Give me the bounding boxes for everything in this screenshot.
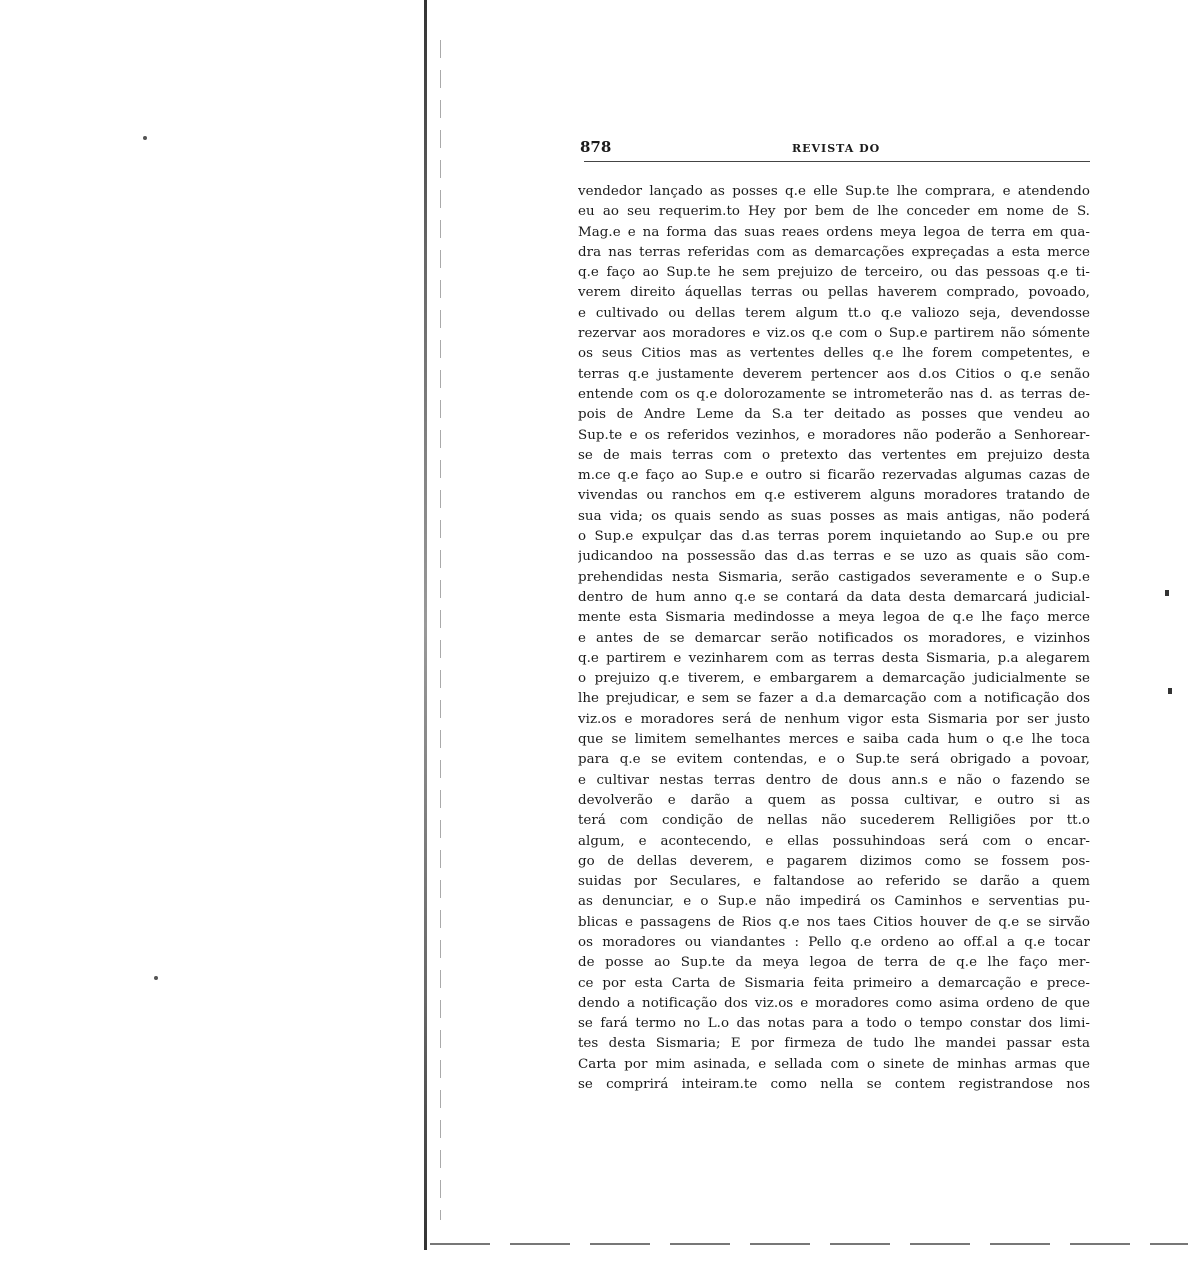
paper-speck [1168, 688, 1172, 694]
text-line: de posse ao Sup.te da meya legoa de terra de q.e lhe faço mer- [578, 955, 1090, 971]
text-line: terras q.e justamente deverem pertencer aos d.os Citios o q.e senão [578, 366, 1090, 382]
text-line: e cultivar nestas terras dentro de dous ann.s e não o fazendo se [578, 772, 1090, 788]
text-line: verem direito áquellas terras ou pellas haverem comprado, povoado, [578, 285, 1090, 301]
text-line: se fará termo no L.o das notas para a todo o tempo constar dos limi- [578, 1016, 1090, 1032]
text-line: os moradores ou viandantes : Pello q.e ordeno ao off.al a q.e tocar [578, 934, 1090, 950]
text-line: para q.e se evitem contendas, e o Sup.te será obrigado a povoar, [578, 752, 1090, 768]
binding-fold [440, 40, 441, 1220]
page-number: 878 [580, 138, 612, 156]
text-line: q.e faço ao Sup.te he sem prejuizo de terceiro, ou das pessoas q.e ti- [578, 265, 1090, 281]
paper-speck [154, 976, 158, 980]
binding-shadow [424, 0, 427, 1250]
text-line: e cultivado ou dellas terem algum tt.o q.e valiozo seja, devendosse [578, 305, 1090, 321]
text-line: Mag.e e na forma das suas reaes ordens meya legoa de terra em qua- [578, 224, 1090, 240]
page-bottom-edge [430, 1243, 1188, 1245]
text-line: lhe prejudicar, e sem se fazer a d.a demarcação com a notificação dos [578, 691, 1090, 707]
header-rule [584, 161, 1090, 162]
text-line: mente esta Sismaria medindosse a meya legoa de q.e lhe faço merce [578, 610, 1090, 626]
text-line: eu ao seu requerim.to Hey por bem de lhe conceder em nome de S. [578, 204, 1090, 220]
text-line: que se limitem semelhantes merces e saiba cada hum o q.e lhe toca [578, 732, 1090, 748]
text-line: sua vida; os quais sendo as suas posses as mais antigas, não poderá [578, 508, 1090, 524]
text-line: os seus Citios mas as vertentes delles q.e lhe forem competentes, e [578, 346, 1090, 362]
text-line: suidas por Seculares, e faltandose ao referido se darão a quem [578, 874, 1090, 890]
text-line: vivendas ou ranchos em q.e estiverem alguns moradores tratando de [578, 488, 1090, 504]
text-line: as denunciar, e o Sup.e não impedirá os Caminhos e serventias pu- [578, 894, 1090, 910]
book-page [560, 130, 1100, 1093]
text-line: dendo a notificação dos viz.os e moradores como asima ordeno de que [578, 995, 1090, 1011]
text-line: algum, e acontecendo, e ellas possuhindoas será com o encar- [578, 833, 1090, 849]
text-line: q.e partirem e vezinharem com as terras desta Sismaria, p.a alegarem [578, 650, 1090, 666]
body-text [578, 182, 1090, 1095]
text-line: devolverão e darão a quem as possa cultivar, e outro si as [578, 792, 1090, 808]
text-line: e antes de se demarcar serão notificados os moradores, e vizinhos [578, 630, 1090, 646]
text-line: o Sup.e expulçar das d.as terras porem inquietando ao Sup.e ou pre [578, 529, 1090, 545]
text-line: go de dellas deverem, e pagarem dizimos como se fossem pos- [578, 853, 1090, 869]
text-line: o prejuizo q.e tiverem, e embargarem a demarcação judicialmente se [578, 671, 1090, 687]
running-title: REVISTA DO [792, 142, 881, 155]
text-line: pois de Andre Leme da S.a ter deitado as posses que vendeu ao [578, 407, 1090, 423]
text-line: dentro de hum anno q.e se contará da data desta demarcará judicial- [578, 589, 1090, 605]
text-line: viz.os e moradores será de nenhum vigor esta Sismaria por ser justo [578, 711, 1090, 727]
page-header [560, 130, 1100, 156]
blank-facing-page [0, 0, 425, 1272]
text-line: rezervar aos moradores e viz.os q.e com o Sup.e partirem não sómente [578, 326, 1090, 342]
text-line: Sup.te e os referidos vezinhos, e moradores não poderão a Senhorear- [578, 427, 1090, 443]
text-line: entende com os q.e dolorozamente se intrometerão nas d. as terras de- [578, 386, 1090, 402]
text-line: Carta por mim asinada, e sellada com o sinete de minhas armas que [578, 1056, 1090, 1072]
text-line: se comprirá inteiram.te como nella se contem registrandose nos [578, 1077, 1090, 1093]
text-line: ce por esta Carta de Sismaria feita primeiro a demarcação e prece- [578, 975, 1090, 991]
paper-speck [1165, 590, 1169, 596]
paper-speck [143, 136, 147, 140]
text-line: vendedor lançado as posses q.e elle Sup.te lhe comprara, e atendendo [578, 184, 1090, 199]
book-binding-edge [424, 0, 448, 1250]
text-line: judicandoo na possessão das d.as terras e se uzo as quais são com- [578, 549, 1090, 565]
text-line: se de mais terras com o pretexto das vertentes em prejuizo desta [578, 447, 1090, 463]
text-line: prehendidas nesta Sismaria, serão castigados severamente e o Sup.e [578, 569, 1090, 585]
text-line: tes desta Sismaria; E por firmeza de tudo lhe mandei passar esta [578, 1036, 1090, 1052]
text-line: dra nas terras referidas com as demarcações expreçadas a esta merce [578, 244, 1090, 260]
text-line: blicas e passagens de Rios q.e nos taes Citios houver de q.e se sirvão [578, 914, 1090, 930]
text-line: m.ce q.e faço ao Sup.e e outro si ficarão rezervadas algumas cazas de [578, 468, 1090, 484]
text-line: terá com condição de nellas não sucederem Relligiões por tt.o [578, 813, 1090, 829]
